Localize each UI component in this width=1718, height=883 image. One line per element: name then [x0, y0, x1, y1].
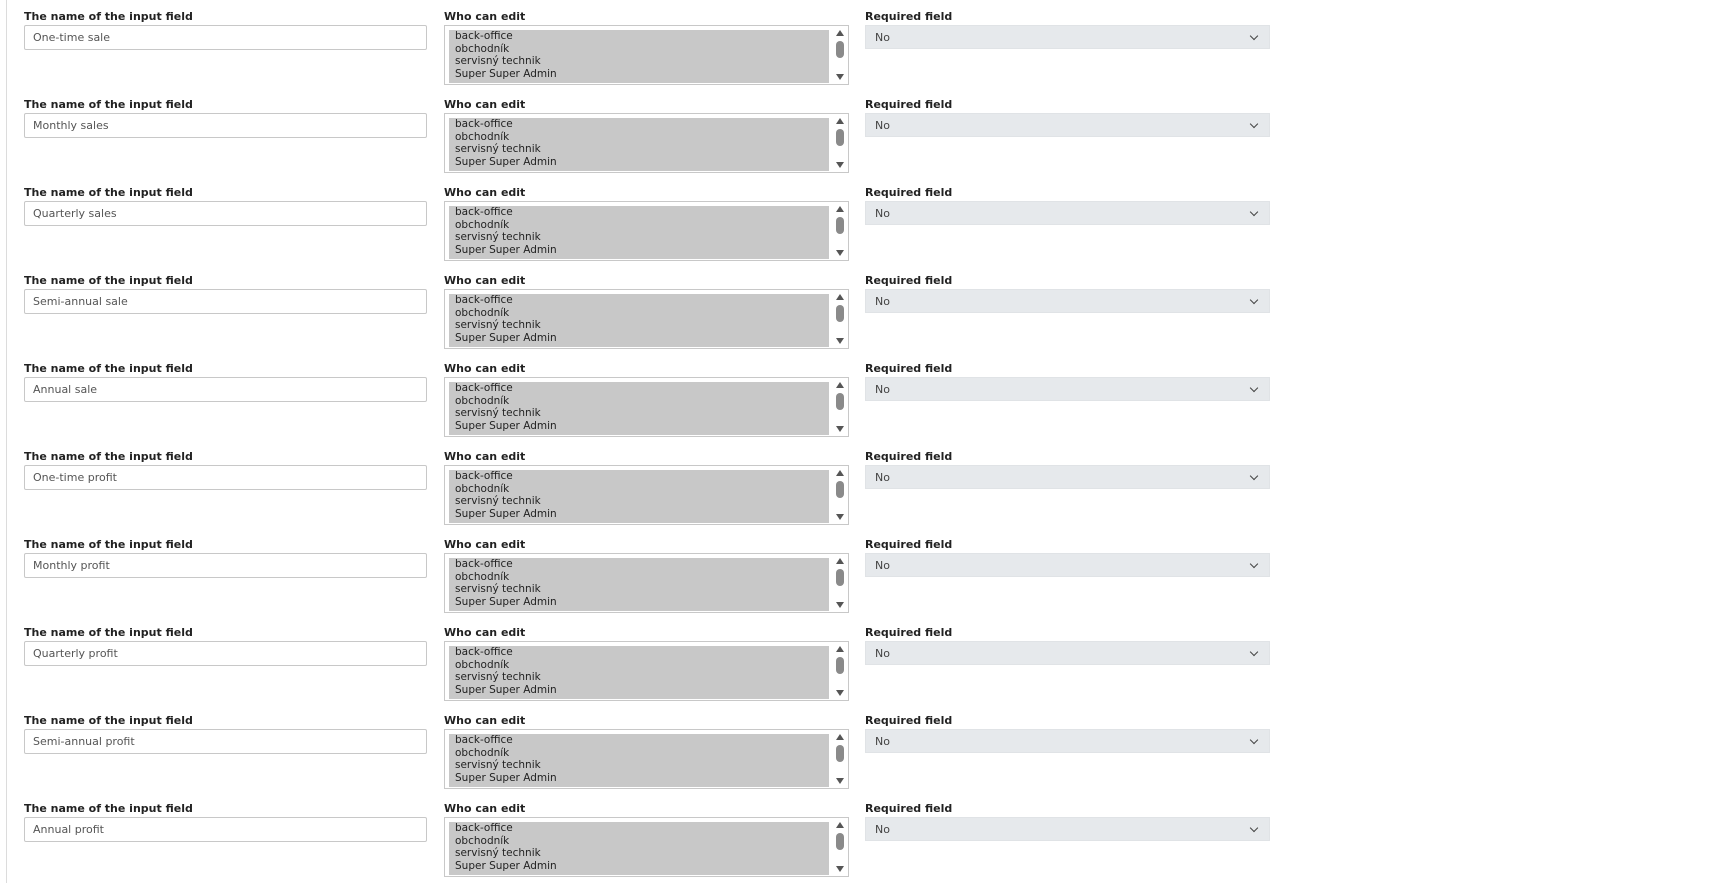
who-can-edit-label: Who can edit: [444, 538, 526, 551]
role-options: [449, 734, 829, 787]
who-can-edit-listbox[interactable]: [444, 289, 849, 349]
role-options: [449, 558, 829, 611]
listbox-scrollbar[interactable]: [833, 467, 847, 523]
required-field-select[interactable]: [865, 377, 1270, 401]
scroll-thumb[interactable]: [836, 129, 844, 146]
role-option[interactable]: Super Super Admin: [455, 683, 557, 696]
chevron-down-icon: [1250, 648, 1258, 656]
field-name-input[interactable]: [24, 289, 427, 314]
listbox-scrollbar[interactable]: [833, 379, 847, 435]
role-option[interactable]: Super Super Admin: [455, 331, 557, 344]
role-options: [449, 118, 829, 171]
who-can-edit-listbox[interactable]: [444, 201, 849, 261]
listbox-scrollbar[interactable]: [833, 731, 847, 787]
role-option[interactable]: obchodník: [455, 306, 510, 319]
required-field-select[interactable]: [865, 641, 1270, 665]
role-option[interactable]: obchodník: [455, 658, 510, 671]
scroll-up-arrow-icon[interactable]: [836, 118, 844, 124]
scroll-thumb[interactable]: [836, 745, 844, 762]
role-option[interactable]: Super Super Admin: [455, 595, 557, 608]
chevron-down-icon: [1250, 384, 1258, 392]
scroll-down-arrow-icon[interactable]: [836, 426, 844, 432]
role-option[interactable]: back-office: [455, 206, 513, 218]
required-field-value: No: [875, 31, 890, 44]
required-field-select[interactable]: [865, 25, 1270, 49]
scroll-up-arrow-icon[interactable]: [836, 734, 844, 740]
role-option[interactable]: back-office: [455, 382, 513, 394]
scroll-down-arrow-icon[interactable]: [836, 250, 844, 256]
required-field-value: No: [875, 559, 890, 572]
required-field-select[interactable]: [865, 553, 1270, 577]
listbox-scrollbar[interactable]: [833, 555, 847, 611]
role-option[interactable]: servisný technik: [455, 407, 541, 419]
role-option[interactable]: obchodník: [455, 130, 510, 143]
field-name-input[interactable]: [24, 729, 427, 754]
field-name-input[interactable]: [24, 201, 427, 226]
field-name-input[interactable]: [24, 465, 427, 490]
required-field-select[interactable]: [865, 817, 1270, 841]
role-option[interactable]: back-office: [455, 734, 513, 746]
listbox-scrollbar[interactable]: [833, 203, 847, 259]
role-option[interactable]: back-office: [455, 30, 513, 42]
who-can-edit-listbox[interactable]: [444, 377, 849, 437]
role-option[interactable]: servisný technik: [455, 847, 541, 859]
role-options: [449, 382, 829, 435]
scroll-up-arrow-icon[interactable]: [836, 30, 844, 36]
required-field-select[interactable]: [865, 289, 1270, 313]
who-can-edit-listbox[interactable]: [444, 641, 849, 701]
scroll-down-arrow-icon[interactable]: [836, 338, 844, 344]
role-option[interactable]: servisný technik: [455, 231, 541, 243]
field-name-label: The name of the input field: [24, 714, 193, 727]
role-option[interactable]: servisný technik: [455, 759, 541, 771]
chevron-down-icon: [1250, 560, 1258, 568]
role-options: [449, 646, 829, 699]
chevron-down-icon: [1250, 120, 1258, 128]
field-name-label: The name of the input field: [24, 362, 193, 375]
scroll-down-arrow-icon[interactable]: [836, 74, 844, 80]
role-option[interactable]: servisný technik: [455, 319, 541, 331]
field-name-label: The name of the input field: [24, 274, 193, 287]
who-can-edit-listbox[interactable]: [444, 553, 849, 613]
field-name-label: The name of the input field: [24, 98, 193, 111]
role-option[interactable]: back-office: [455, 294, 513, 306]
scroll-up-arrow-icon[interactable]: [836, 470, 844, 476]
role-option[interactable]: Super Super Admin: [455, 507, 557, 520]
listbox-scrollbar[interactable]: [833, 643, 847, 699]
field-row: [0, 362, 1718, 450]
scroll-thumb[interactable]: [836, 305, 844, 322]
required-field-value: No: [875, 735, 890, 748]
scroll-thumb[interactable]: [836, 41, 844, 58]
listbox-scrollbar[interactable]: [833, 291, 847, 347]
role-option[interactable]: obchodník: [455, 218, 510, 231]
field-row: [0, 10, 1718, 98]
listbox-scrollbar[interactable]: [833, 819, 847, 875]
scroll-thumb[interactable]: [836, 217, 844, 234]
field-name-input[interactable]: [24, 377, 427, 402]
required-field-value: No: [875, 119, 890, 132]
scroll-up-arrow-icon[interactable]: [836, 206, 844, 212]
who-can-edit-label: Who can edit: [444, 98, 526, 111]
required-field-select[interactable]: [865, 113, 1270, 137]
required-field-label: Required field: [865, 538, 953, 551]
field-name-input[interactable]: [24, 25, 427, 50]
scroll-thumb[interactable]: [836, 481, 844, 498]
field-name-input[interactable]: [24, 113, 427, 138]
role-option[interactable]: obchodník: [455, 42, 510, 55]
chevron-down-icon: [1250, 296, 1258, 304]
scroll-down-arrow-icon[interactable]: [836, 602, 844, 608]
field-row: [0, 538, 1718, 626]
field-name-label: The name of the input field: [24, 538, 193, 551]
role-option[interactable]: obchodník: [455, 482, 510, 495]
required-field-label: Required field: [865, 450, 953, 463]
field-name-label: The name of the input field: [24, 626, 193, 639]
field-name-input[interactable]: [24, 817, 427, 842]
who-can-edit-label: Who can edit: [444, 714, 526, 727]
who-can-edit-label: Who can edit: [444, 362, 526, 375]
field-name-input[interactable]: [24, 553, 427, 578]
scroll-up-arrow-icon[interactable]: [836, 558, 844, 564]
role-option[interactable]: servisný technik: [455, 55, 541, 67]
scroll-down-arrow-icon[interactable]: [836, 866, 844, 872]
scroll-up-arrow-icon[interactable]: [836, 822, 844, 828]
role-option[interactable]: servisný technik: [455, 143, 541, 155]
required-field-label: Required field: [865, 802, 953, 815]
role-option[interactable]: back-office: [455, 470, 513, 482]
listbox-scrollbar[interactable]: [833, 115, 847, 171]
field-name-label: The name of the input field: [24, 186, 193, 199]
required-field-value: No: [875, 383, 890, 396]
who-can-edit-label: Who can edit: [444, 274, 526, 287]
role-options: [449, 206, 829, 259]
role-option[interactable]: back-office: [455, 822, 513, 834]
required-field-select[interactable]: [865, 201, 1270, 225]
role-option[interactable]: back-office: [455, 118, 513, 130]
who-can-edit-label: Who can edit: [444, 802, 526, 815]
role-option[interactable]: servisný technik: [455, 671, 541, 683]
who-can-edit-label: Who can edit: [444, 450, 526, 463]
who-can-edit-listbox[interactable]: [444, 113, 849, 173]
field-name-label: The name of the input field: [24, 10, 193, 23]
who-can-edit-label: Who can edit: [444, 186, 526, 199]
role-option[interactable]: Super Super Admin: [455, 67, 557, 80]
required-field-label: Required field: [865, 186, 953, 199]
required-field-label: Required field: [865, 714, 953, 727]
required-field-label: Required field: [865, 274, 953, 287]
field-row: [0, 274, 1718, 362]
required-field-label: Required field: [865, 10, 953, 23]
listbox-scrollbar[interactable]: [833, 27, 847, 83]
role-option[interactable]: servisný technik: [455, 583, 541, 595]
role-option[interactable]: Super Super Admin: [455, 155, 557, 168]
role-option[interactable]: Super Super Admin: [455, 859, 557, 872]
role-options: [449, 294, 829, 347]
field-row: [0, 626, 1718, 714]
who-can-edit-listbox[interactable]: [444, 817, 849, 877]
who-can-edit-listbox[interactable]: [444, 25, 849, 85]
field-row: [0, 450, 1718, 538]
scroll-thumb[interactable]: [836, 833, 844, 850]
scroll-down-arrow-icon[interactable]: [836, 690, 844, 696]
scroll-down-arrow-icon[interactable]: [836, 514, 844, 520]
scroll-down-arrow-icon[interactable]: [836, 162, 844, 168]
role-options: [449, 30, 829, 83]
role-option[interactable]: back-office: [455, 646, 513, 658]
who-can-edit-listbox[interactable]: [444, 729, 849, 789]
chevron-down-icon: [1250, 208, 1258, 216]
who-can-edit-label: Who can edit: [444, 10, 526, 23]
role-option[interactable]: Super Super Admin: [455, 771, 557, 784]
role-option[interactable]: obchodník: [455, 394, 510, 407]
role-options: [449, 470, 829, 523]
chevron-down-icon: [1250, 32, 1258, 40]
chevron-down-icon: [1250, 472, 1258, 480]
required-field-label: Required field: [865, 626, 953, 639]
scroll-thumb[interactable]: [836, 657, 844, 674]
field-rows: [0, 10, 1718, 883]
role-options: [449, 822, 829, 875]
required-field-value: No: [875, 647, 890, 660]
who-can-edit-listbox[interactable]: [444, 465, 849, 525]
scroll-down-arrow-icon[interactable]: [836, 778, 844, 784]
required-field-label: Required field: [865, 362, 953, 375]
field-row: [0, 98, 1718, 186]
role-option[interactable]: back-office: [455, 558, 513, 570]
required-field-select[interactable]: [865, 729, 1270, 753]
required-field-value: No: [875, 207, 890, 220]
field-row: [0, 714, 1718, 802]
required-field-select[interactable]: [865, 465, 1270, 489]
who-can-edit-label: Who can edit: [444, 626, 526, 639]
role-option[interactable]: Super Super Admin: [455, 243, 557, 256]
scroll-up-arrow-icon[interactable]: [836, 382, 844, 388]
scroll-up-arrow-icon[interactable]: [836, 646, 844, 652]
role-option[interactable]: Super Super Admin: [455, 419, 557, 432]
required-field-value: No: [875, 295, 890, 308]
scroll-thumb[interactable]: [836, 569, 844, 586]
field-name-label: The name of the input field: [24, 802, 193, 815]
role-option[interactable]: servisný technik: [455, 495, 541, 507]
scroll-up-arrow-icon[interactable]: [836, 294, 844, 300]
required-field-value: No: [875, 823, 890, 836]
field-name-input[interactable]: [24, 641, 427, 666]
scroll-thumb[interactable]: [836, 393, 844, 410]
chevron-down-icon: [1250, 736, 1258, 744]
field-row: [0, 186, 1718, 274]
required-field-label: Required field: [865, 98, 953, 111]
role-option[interactable]: obchodník: [455, 570, 510, 583]
role-option[interactable]: obchodník: [455, 834, 510, 847]
role-option[interactable]: obchodník: [455, 746, 510, 759]
chevron-down-icon: [1250, 824, 1258, 832]
field-name-label: The name of the input field: [24, 450, 193, 463]
field-row: [0, 802, 1718, 883]
required-field-value: No: [875, 471, 890, 484]
